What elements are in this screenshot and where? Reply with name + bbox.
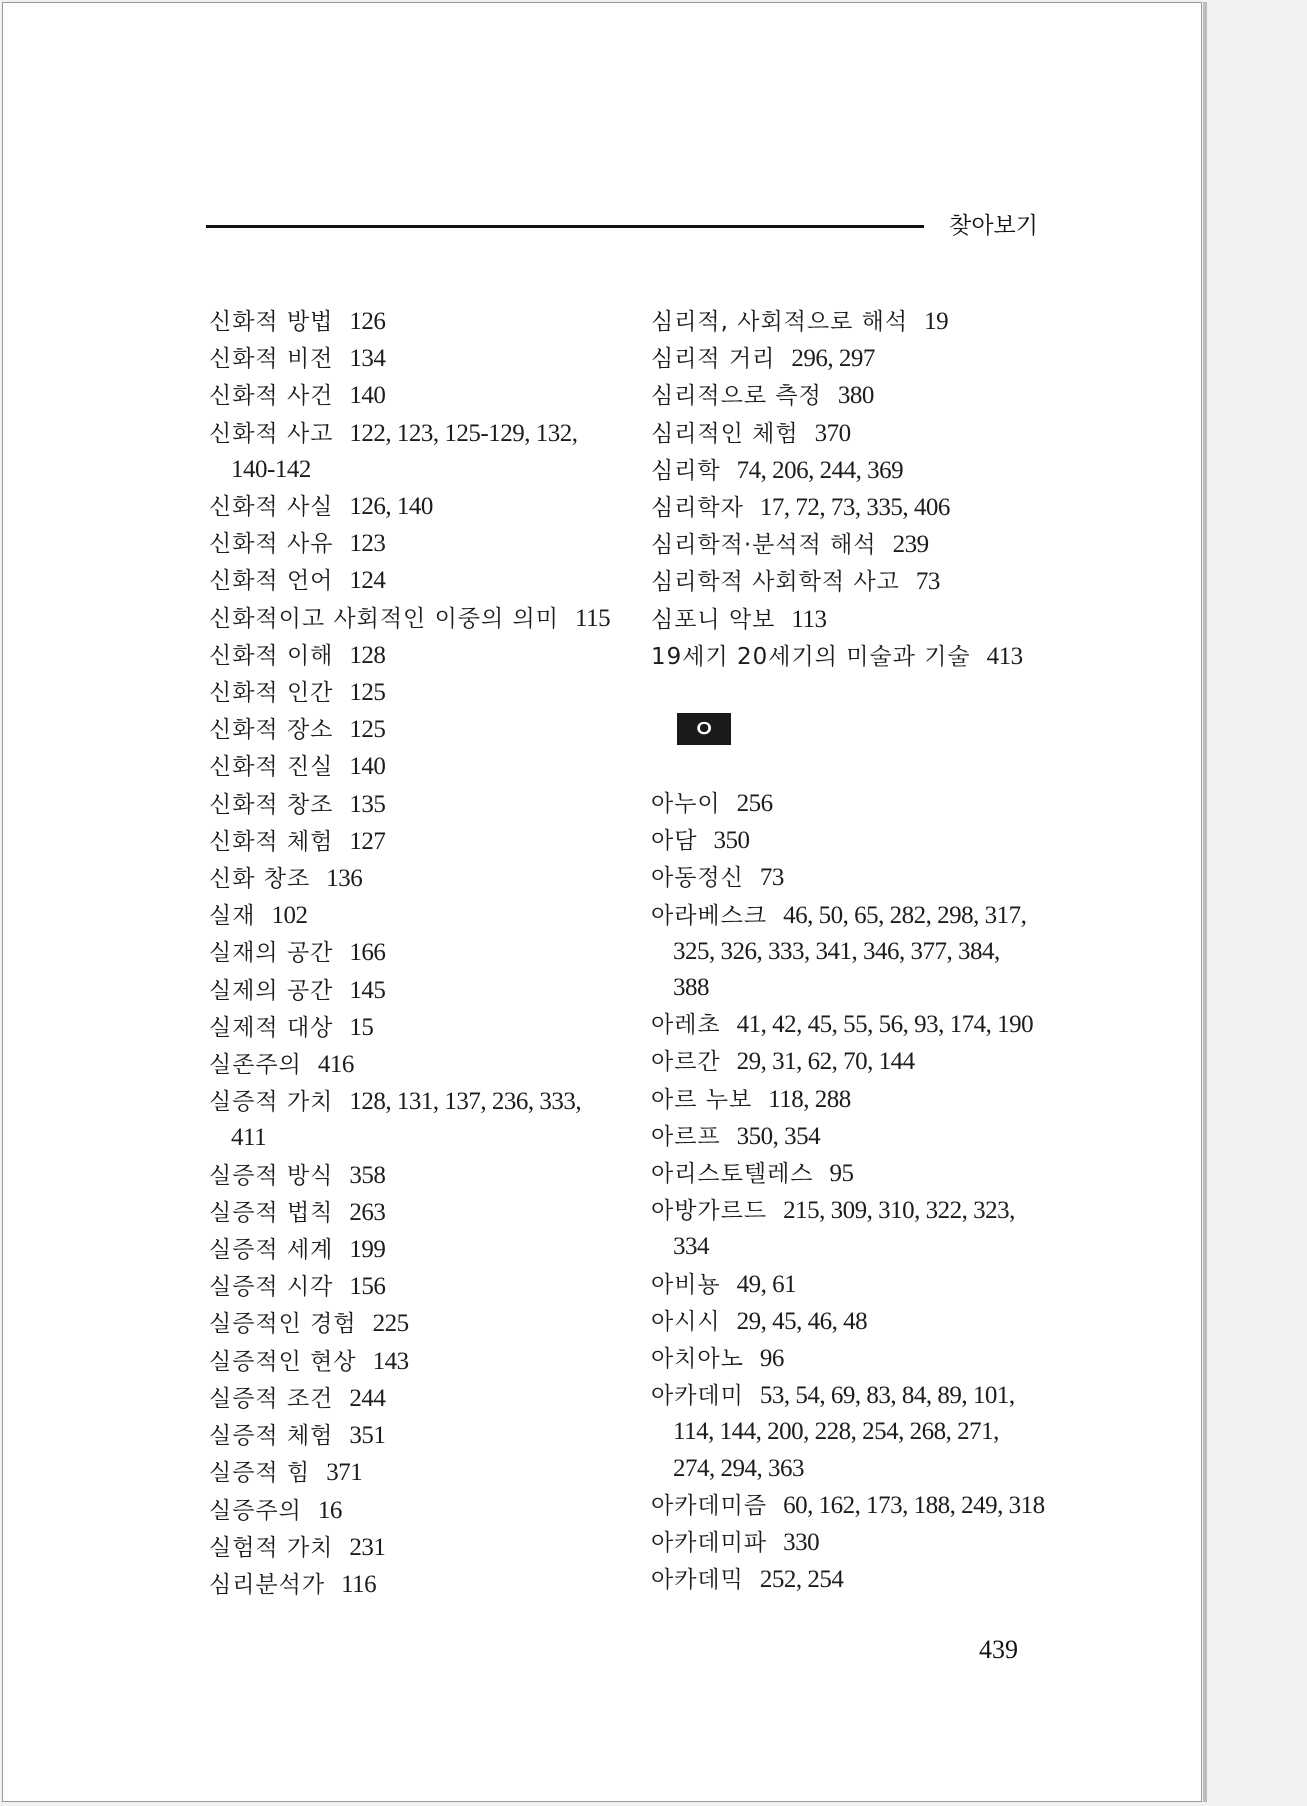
index-pages: 29, 31, 62, 70, 144 (736, 1048, 915, 1076)
index-term: 실증적 세계 (209, 1237, 334, 1264)
index-pages: 118, 288 (768, 1085, 851, 1113)
index-entry (209, 711, 629, 748)
index-pages: 125 (349, 716, 386, 744)
header-title: 찾아보기 (949, 213, 1038, 239)
index-entry (651, 1266, 1051, 1303)
index-pages: 145 (349, 976, 386, 1004)
index-pages: 156 (349, 1273, 386, 1301)
index-pages: 239 (892, 531, 929, 559)
index-term: 신화적 방법 (209, 309, 334, 335)
index-pages: 125 (349, 679, 386, 707)
index-entry (209, 748, 629, 785)
index-entry (209, 934, 629, 971)
index-term: 신화적 사고 (209, 420, 334, 447)
index-entry (209, 1529, 629, 1566)
index-term: 신화적 사실 (209, 494, 334, 521)
index-term: 실증적 가치 (209, 1089, 334, 1116)
index-pages: 370 (814, 419, 851, 447)
index-pages: 330 (783, 1529, 820, 1557)
index-entry (651, 897, 1051, 1007)
index-term: 아담 (651, 828, 698, 855)
index-pages: 350 (713, 827, 750, 855)
book-page (2, 2, 1202, 1802)
index-pages: 74, 206, 244, 369 (736, 456, 904, 484)
index-entry (651, 1192, 1051, 1265)
index-term: 심리학 (651, 457, 721, 484)
index-term: 실증적인 경험 (209, 1311, 357, 1338)
index-entry (209, 562, 629, 599)
index-term: 아르간 (651, 1049, 721, 1076)
index-pages: 413 (986, 642, 1023, 670)
index-pages: 231 (349, 1533, 386, 1561)
index-term: 실제적 대상 (209, 1014, 334, 1041)
index-pages: 135 (349, 790, 386, 818)
index-pages-continued: 114, 144, 200, 228, 254, 268, 271, (673, 1418, 999, 1446)
index-pages: 49, 61 (736, 1270, 797, 1298)
index-pages-continued: 411 (231, 1124, 267, 1152)
index-entry (209, 1566, 629, 1603)
index-pages: 126 (349, 308, 386, 335)
index-pages: 136 (326, 865, 363, 893)
index-pages: 16 (317, 1496, 342, 1524)
index-term: 아시시 (651, 1308, 721, 1335)
index-entry (651, 563, 1051, 600)
index-entry (651, 1303, 1051, 1340)
index-entry (651, 377, 1051, 414)
index-pages: 113 (791, 605, 827, 633)
index-term: 아카데믹 (651, 1567, 744, 1594)
index-term: 신화적이고 사회적인 이중의 의미 (209, 605, 559, 632)
index-entry (209, 637, 629, 674)
index-term: 실증적 체험 (209, 1423, 334, 1450)
index-term: 실험적 가치 (209, 1534, 334, 1561)
index-pages: 124 (349, 567, 386, 595)
index-pages: 263 (349, 1198, 386, 1226)
index-entry (651, 1155, 1051, 1192)
index-pages: 143 (372, 1347, 409, 1375)
index-pages: 96 (759, 1345, 784, 1373)
index-entry (651, 1377, 1051, 1487)
index-term: 아레초 (651, 1012, 721, 1039)
index-pages: 296, 297 (791, 345, 875, 373)
index-term: 아르프 (651, 1123, 721, 1150)
index-entry (651, 340, 1051, 377)
index-entry (209, 1083, 629, 1156)
index-entry (209, 303, 629, 340)
index-entry (651, 415, 1051, 452)
index-term: 신화적 창조 (209, 791, 334, 818)
index-pages: 127 (349, 827, 386, 855)
index-group-after (651, 785, 1051, 1598)
index-entry (209, 1492, 629, 1529)
index-entry (651, 1043, 1051, 1080)
index-column-left (209, 303, 629, 1603)
index-term: 심리적인 체험 (651, 420, 799, 447)
index-entry (651, 489, 1051, 526)
index-pages-continued: 334 (673, 1233, 709, 1261)
index-term: 아방가르드 (651, 1198, 768, 1225)
index-entry (651, 1118, 1051, 1155)
index-pages: 15 (349, 1013, 374, 1041)
index-pages: 215, 309, 310, 322, 323, (783, 1197, 1015, 1225)
index-entry (651, 1524, 1051, 1561)
index-pages: 123 (349, 530, 386, 558)
index-pages: 115 (575, 604, 611, 632)
index-pages: 140 (349, 753, 386, 781)
index-pages: 116 (341, 1570, 377, 1598)
section-heading (651, 713, 1051, 745)
index-term: 아르 누보 (651, 1086, 753, 1113)
index-pages: 102 (271, 902, 308, 930)
index-term: 실재의 공간 (209, 940, 334, 967)
index-entry (209, 600, 629, 637)
index-term: 신화적 사유 (209, 531, 334, 558)
index-pages: 41, 42, 45, 55, 56, 93, 174, 190 (736, 1011, 1034, 1039)
index-term: 실증적 방식 (209, 1162, 334, 1189)
index-term: 심리분석가 (209, 1571, 326, 1598)
index-pages: 416 (317, 1051, 354, 1079)
index-pages: 199 (349, 1236, 386, 1264)
index-entry (209, 340, 629, 377)
index-entry (209, 1046, 629, 1083)
index-term: 아동정신 (651, 865, 744, 892)
index-term: 신화 창조 (209, 866, 311, 893)
index-term: 심리학자 (651, 495, 744, 522)
index-entry (209, 1417, 629, 1454)
index-entry (209, 525, 629, 562)
index-term: 아카데미즘 (651, 1492, 768, 1519)
index-term: 실존주의 (209, 1052, 302, 1079)
index-entry (651, 303, 1051, 340)
index-pages-continued: 388 (673, 974, 709, 1002)
index-pages: 140 (349, 382, 386, 410)
index-pages: 350, 354 (736, 1122, 821, 1150)
index-term: 실증주의 (209, 1497, 302, 1524)
index-term: 실증적 시각 (209, 1274, 334, 1301)
index-pages: 225 (372, 1310, 409, 1338)
index-term: 아라베스크 (651, 902, 768, 929)
index-entry (209, 1305, 629, 1342)
index-term: 신화적 이해 (209, 642, 334, 669)
index-term: 실증적 법칙 (209, 1199, 334, 1226)
index-term: 신화적 체험 (209, 828, 334, 855)
index-term: 심리적 거리 (651, 346, 776, 373)
index-term: 아누이 (651, 791, 721, 818)
index-entry (651, 1006, 1051, 1043)
index-entry (209, 1009, 629, 1046)
index-pages: 166 (349, 939, 386, 967)
page-edge (1203, 2, 1207, 1802)
index-pages-continued: 325, 326, 333, 341, 346, 377, 384, (673, 937, 1000, 965)
index-pages-continued: 140-142 (231, 455, 311, 483)
index-entry (209, 860, 629, 897)
index-pages: 29, 45, 46, 48 (736, 1307, 868, 1335)
index-entry (651, 1561, 1051, 1598)
index-term: 심리학적·분석적 해석 (651, 532, 877, 559)
index-term: 아리스토텔레스 (651, 1161, 814, 1188)
index-entry (651, 822, 1051, 859)
index-term: 신화적 사건 (209, 383, 334, 410)
index-pages: 122, 123, 125-129, 132, (349, 419, 578, 447)
index-term: 신화적 장소 (209, 717, 334, 744)
index-entry (209, 488, 629, 525)
index-pages: 60, 162, 173, 188, 249, 318 (783, 1491, 1045, 1519)
index-term: 심포니 악보 (651, 606, 776, 633)
index-entry (651, 452, 1051, 489)
index-entry (651, 526, 1051, 563)
index-entry (651, 601, 1051, 638)
index-term: 실증적 힘 (209, 1460, 311, 1487)
index-pages: 256 (736, 790, 773, 818)
index-pages: 380 (837, 382, 874, 410)
index-entry (651, 859, 1051, 896)
index-term: 신화적 비전 (209, 346, 334, 373)
index-entry (651, 1340, 1051, 1377)
index-pages: 134 (349, 345, 386, 373)
index-term: 심리학적 사회학적 사고 (651, 569, 900, 596)
index-entry (209, 1343, 629, 1380)
page-number: 439 (979, 1635, 1018, 1664)
index-entry (651, 1081, 1051, 1118)
running-header (206, 211, 1038, 247)
index-pages: 46, 50, 65, 282, 298, 317, (783, 901, 1027, 929)
index-entry (209, 1194, 629, 1231)
index-column-right (651, 303, 1051, 1599)
index-term: 심리적으로 측정 (651, 383, 822, 410)
index-term: 아카데미파 (651, 1530, 768, 1557)
index-term: 아비뇽 (651, 1271, 721, 1298)
index-term: 19세기 20세기의 미술과 기술 (651, 643, 971, 670)
index-term: 신화적 진실 (209, 754, 334, 781)
index-entry (651, 785, 1051, 822)
index-entry (209, 897, 629, 934)
index-term: 아카데미 (651, 1383, 744, 1410)
index-pages: 73 (759, 864, 784, 892)
index-pages-continued: 274, 294, 363 (673, 1454, 804, 1482)
index-entry (209, 377, 629, 414)
index-term: 심리적, 사회적으로 해석 (651, 309, 909, 335)
index-pages: 351 (349, 1422, 386, 1450)
index-pages: 244 (349, 1384, 386, 1412)
index-term: 신화적 언어 (209, 568, 334, 595)
index-pages: 358 (349, 1161, 386, 1189)
index-entry (209, 786, 629, 823)
index-pages: 252, 254 (759, 1566, 844, 1594)
index-pages: 73 (915, 568, 940, 596)
index-entry (209, 415, 629, 488)
index-entry (209, 1268, 629, 1305)
index-entry (209, 1454, 629, 1491)
index-pages: 19 (924, 308, 949, 335)
section-marker: ㅇ (677, 713, 731, 745)
index-term: 실재 (209, 903, 256, 930)
index-term: 실증적 조건 (209, 1385, 334, 1412)
index-entry (209, 1157, 629, 1194)
index-pages: 371 (326, 1459, 363, 1487)
index-term: 신화적 인간 (209, 680, 334, 707)
index-group-before (651, 303, 1051, 675)
header-rule (206, 225, 924, 228)
index-pages: 128 (349, 641, 386, 669)
index-term: 실제의 공간 (209, 977, 334, 1004)
index-pages: 128, 131, 137, 236, 333, (349, 1088, 582, 1116)
index-term: 아치아노 (651, 1346, 744, 1373)
index-entry (209, 972, 629, 1009)
index-entry (651, 1487, 1051, 1524)
index-entry (209, 1231, 629, 1268)
index-entry (209, 823, 629, 860)
index-pages: 126, 140 (349, 493, 433, 521)
index-pages: 53, 54, 69, 83, 84, 89, 101, (759, 1382, 1015, 1410)
index-entry (209, 674, 629, 711)
index-entry (209, 1380, 629, 1417)
index-pages: 95 (829, 1160, 854, 1188)
index-pages: 17, 72, 73, 335, 406 (759, 494, 950, 522)
index-term: 실증적인 현상 (209, 1348, 357, 1375)
index-entry (651, 638, 1051, 675)
